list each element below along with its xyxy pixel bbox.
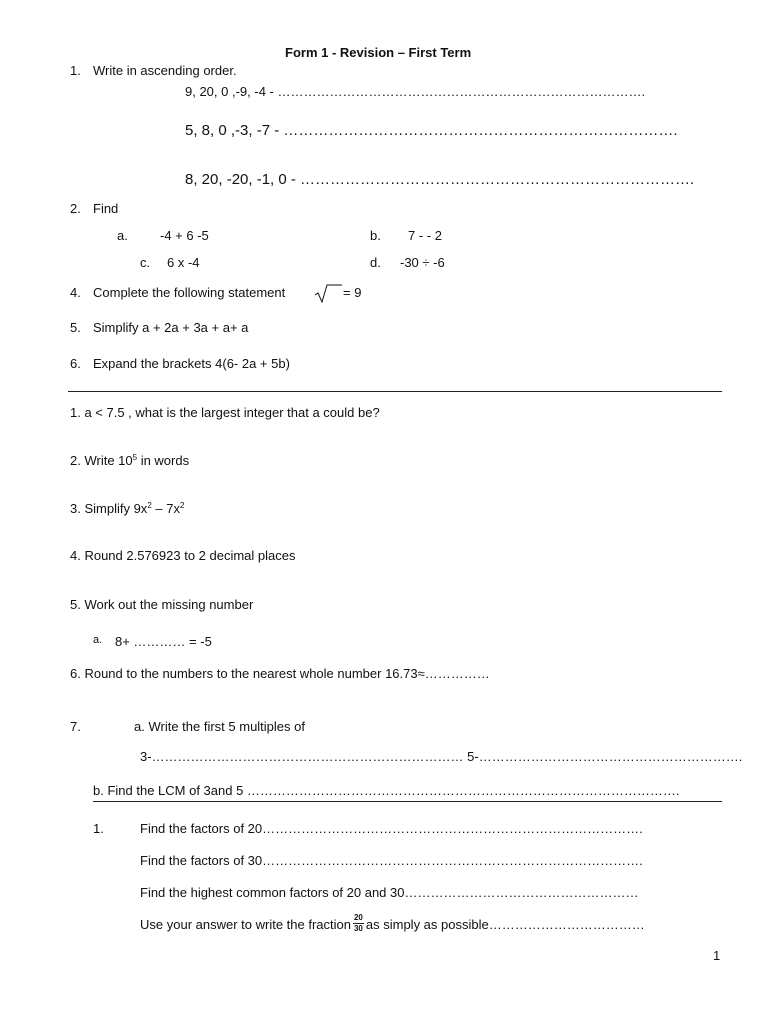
- p3-line4-pre: Use your answer to write the fraction: [140, 916, 351, 932]
- p2-q7a-line: 3-……………………………………………………………… 5-…………………………………………………….: [140, 749, 743, 764]
- q2b-label: b.: [370, 228, 381, 243]
- q1-line-c: 8, 20, -20, -1, 0 - …………………………………………………………………….: [185, 171, 695, 188]
- q2b-expr: 7 - - 2: [408, 228, 442, 243]
- p3-line1: Find the factors of 20…………………………………………………………………………….: [140, 821, 643, 836]
- p2-q6: 6. Round to the numbers to the nearest whole number 16.73≈……………: [70, 666, 490, 681]
- q2-number: 2.: [70, 201, 81, 216]
- q2a-label: a.: [117, 228, 128, 243]
- q4-number: 4.: [70, 285, 81, 300]
- q2d-expr: -30 ÷ -6: [400, 255, 445, 270]
- fraction: [353, 914, 364, 933]
- p2-q5: 5. Work out the missing number: [70, 597, 254, 612]
- q2c-expr: 6 x -4: [167, 255, 200, 270]
- square-root-icon: [314, 283, 342, 303]
- p2-q3: [70, 502, 184, 515]
- p3-line2: Find the factors of 30…………………………………………………………………………….: [140, 853, 643, 868]
- p2-q3-mid: – 7x: [151, 501, 180, 516]
- p2-q3-exp2: 2: [179, 501, 185, 510]
- q6-number: 6.: [70, 356, 81, 371]
- q1-text: Write in ascending order.: [93, 63, 237, 78]
- q1-line-a: 9, 20, 0 ,-9, -4 - ………………………………………………………………………….: [185, 84, 646, 99]
- p2-q2-post: in words: [137, 453, 190, 468]
- p2-q5a: 8+ ………… = -5: [115, 634, 212, 649]
- page-number: 1: [713, 948, 721, 963]
- q5-text: Simplify a + 2a + 3a + a+ a: [93, 320, 249, 335]
- p2-q4: 4. Round 2.576923 to 2 decimal places: [70, 548, 296, 563]
- q2d-label: d.: [370, 255, 381, 270]
- fraction-numerator: 20: [353, 913, 363, 922]
- p2-q3-pre: 3. Simplify 9x: [70, 501, 148, 516]
- p3-line4: [140, 913, 645, 935]
- p3-line3: Find the highest common factors of 20 and 30………………………………………………: [140, 885, 639, 900]
- p2-q2: [70, 454, 189, 467]
- p3-line4-post: as simply as possible………………………………: [365, 916, 645, 932]
- p2-q3-exp1: 2: [147, 501, 152, 510]
- p2-q7a: a. Write the first 5 multiples of: [134, 719, 305, 734]
- p2-q1: 1. a < 7.5 , what is the largest integer that a could be?: [70, 405, 380, 420]
- p2-q7-number: 7.: [70, 719, 81, 734]
- p2-q5a-label: a.: [93, 634, 103, 646]
- p2-q2-pre: 2. Write 10: [70, 453, 133, 468]
- q4-tail: = 9: [343, 285, 362, 300]
- p2-q7b: b. Find the LCM of 3and 5 ……………………………………………………………………………………….: [93, 783, 680, 798]
- q2a-expr: -4 + 6 -5: [160, 228, 209, 243]
- q5-number: 5.: [70, 320, 81, 335]
- q2c-label: c.: [140, 255, 151, 270]
- q2-text: Find: [93, 201, 119, 216]
- q6-text: Expand the brackets 4(6- 2a + 5b): [93, 356, 290, 371]
- page-title: Form 1 - Revision – First Term: [285, 45, 472, 60]
- p2-q2-exponent: 5: [132, 453, 138, 462]
- q1-line-b: 5, 8, 0 ,-3, -7 - …………………………………………………………………….: [185, 122, 678, 139]
- q4-text: Complete the following statement: [93, 285, 286, 300]
- divider-2: [93, 801, 722, 802]
- fraction-denominator: 30: [353, 924, 363, 933]
- q1-number: 1.: [70, 63, 81, 78]
- p3-number: 1.: [93, 821, 104, 836]
- divider-1: [68, 391, 722, 392]
